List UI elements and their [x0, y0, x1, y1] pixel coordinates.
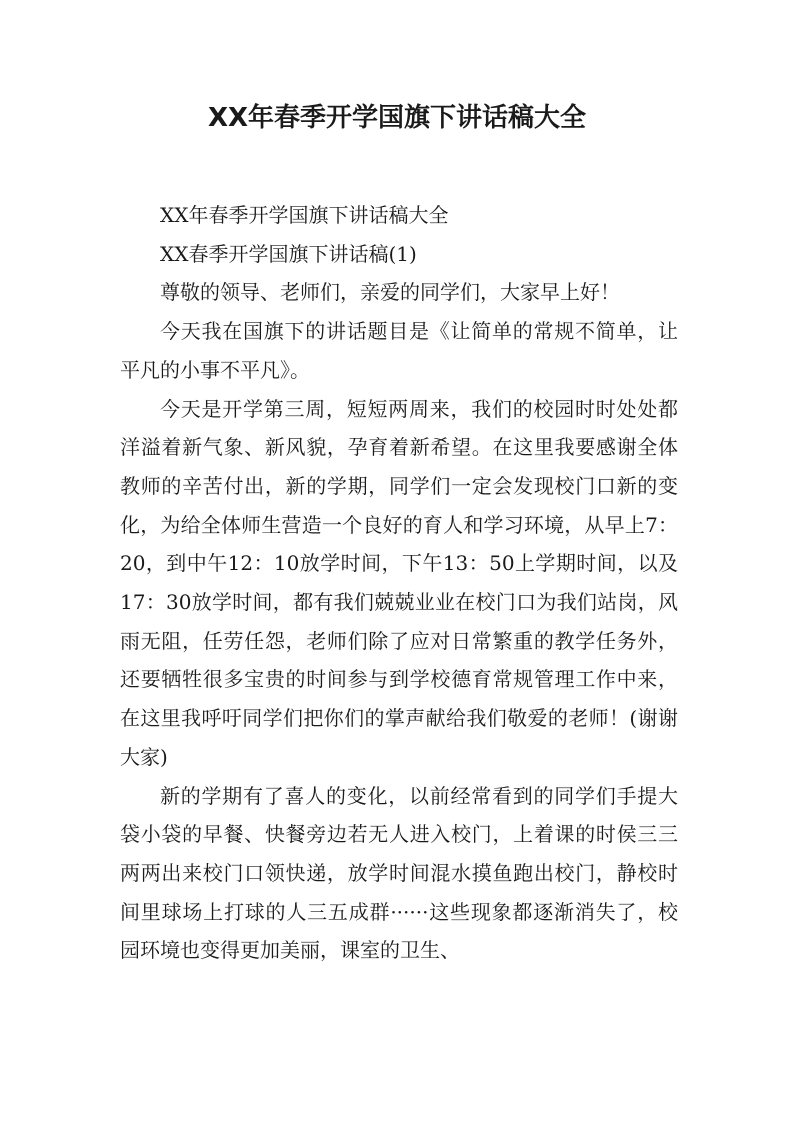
paragraph-body-2: 新的学期有了喜人的变化，以前经常看到的同学们手提大袋小袋的早餐、快餐旁边若无人进入校门，上着课的时侯三三两两出来校门口领快递，放学时间混水摸鱼跑出校门，静校时间里球场上打球的人三五成群······这些现象都逐渐消失了，校园环境也变得更加美丽，课室的卫生、 [120, 783, 678, 963]
paragraph-greeting: 尊敬的领导、老师们，亲爱的同学们，大家早上好！ [160, 280, 620, 305]
page-title: XX年春季开学国旗下讲话稿大全 [207, 103, 587, 133]
paragraph-topic: 今天我在国旗下的讲话题目是《让简单的常规不简单，让平凡的小事不平凡》。 [120, 319, 678, 382]
document-body [120, 196, 678, 970]
paragraph-section-heading: XX春季开学国旗下讲话稿(1) [160, 241, 417, 266]
paragraph-body-1: 今天是开学第三周，短短两周来，我们的校园时时处处都洋溢着新气象、新风貌，孕育着新希望。在这里我要感谢全体教师的辛苦付出，新的学期，同学们一定会发现校门口新的变化，为给全体师生营造一个良好的育人和学习环境，从早上7：20，到中午12：10放学时间，下午13：50上学期时间，以及17：30放学时间，都有我们兢兢业业在校门口为我们站岗，风雨无阻，任劳任怨，老师们除了应对日常繁重的教学任务外，还要牺牲很多宝贵的时间参与到学校德育常规管理工作中来，在这里我呼吁同学们把你们的掌声献给我们敬爱的老师！(谢谢大家) [120, 396, 678, 769]
paragraph-subtitle: XX年春季开学国旗下讲话稿大全 [160, 203, 449, 227]
